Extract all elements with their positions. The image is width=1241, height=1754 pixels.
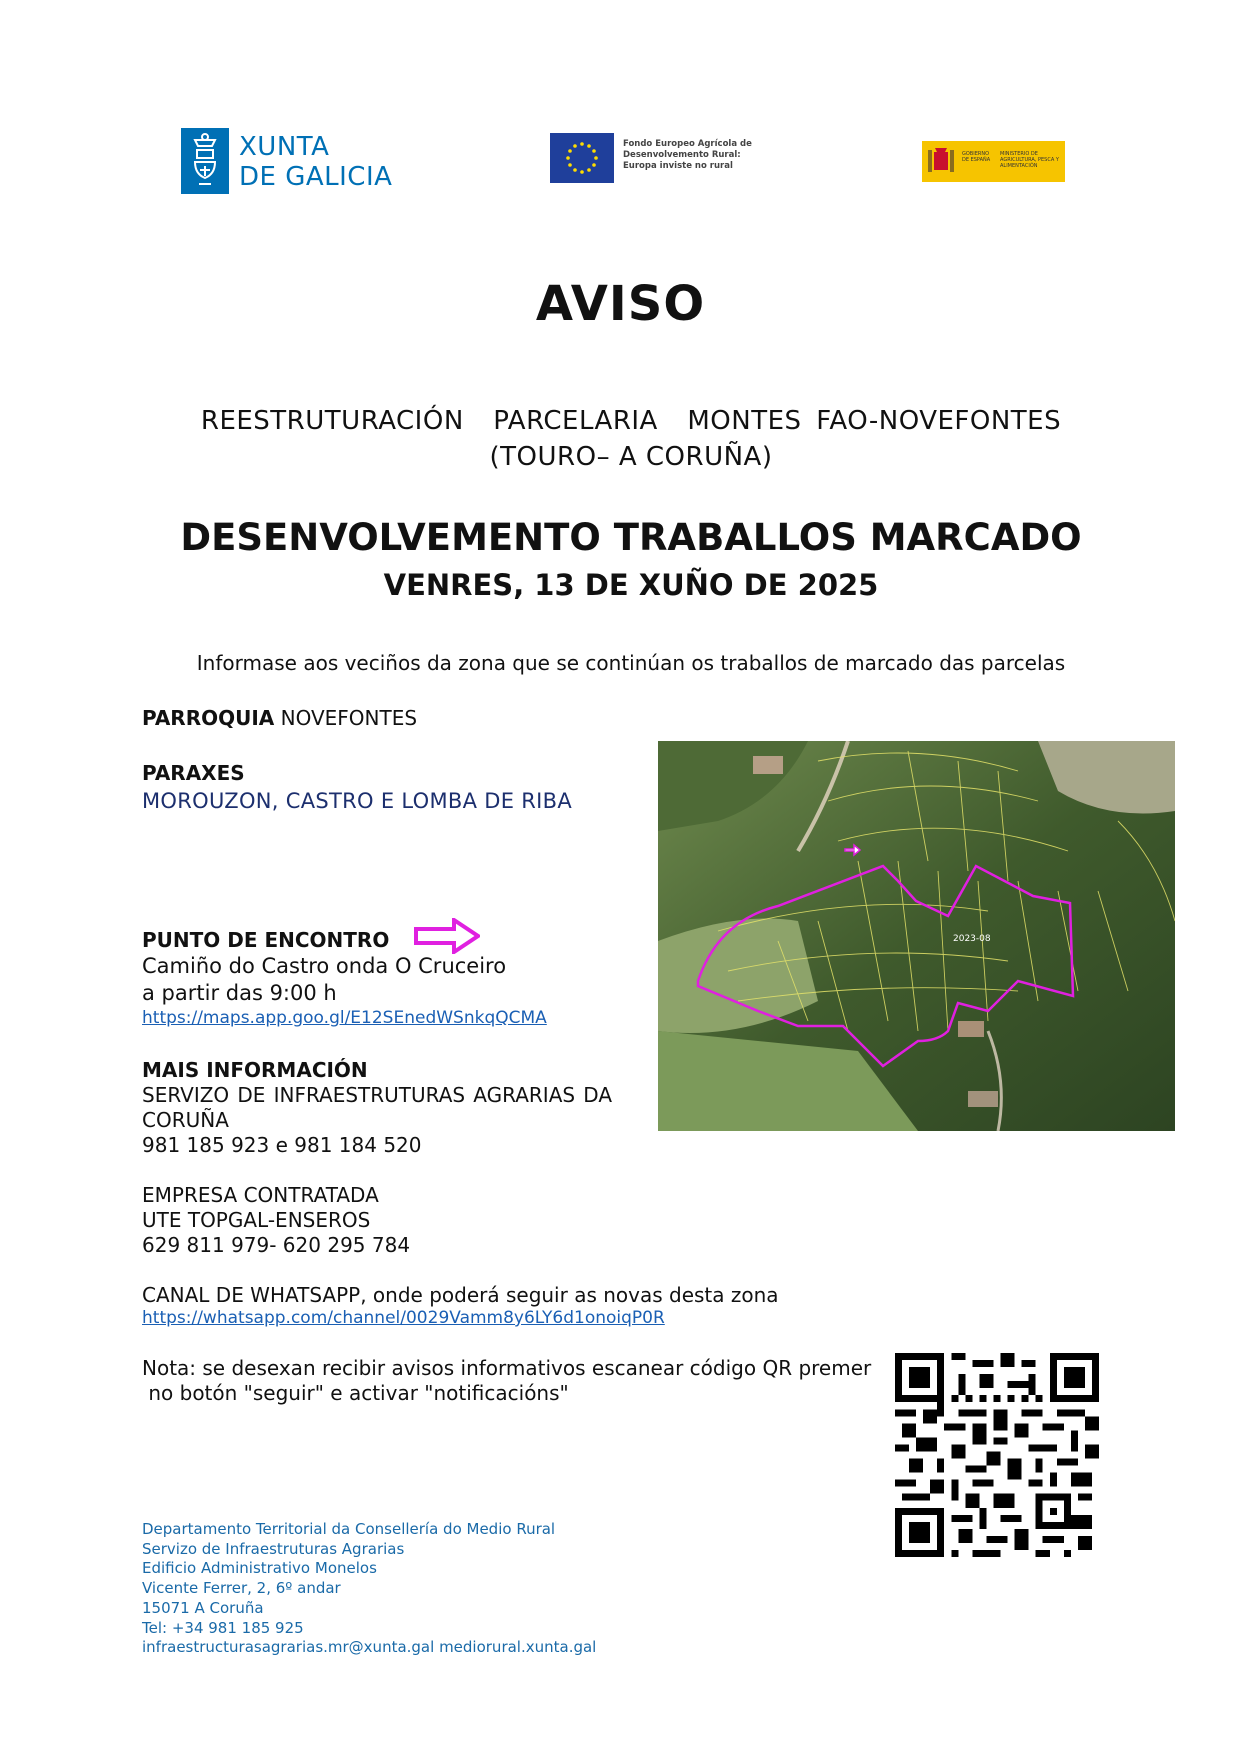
gobierno-espana-logo [922,141,1065,182]
punto-location: Camiño do Castro onda O Cruceiro [142,954,507,978]
subtitle-line2: (TOURO– A CORUÑA) [489,442,773,472]
heading-date: VENRES, 13 DE XUÑO DE 2025 [383,568,879,602]
aerial-map-image [658,741,1175,1131]
footer-line: Departamento Territorial da Consellería do Medio Rural [142,1520,556,1538]
footer-contact [142,1520,596,1658]
mais-label: MAIS INFORMACIÓN [142,1058,368,1082]
punto-label: PUNTO DE ENCONTRO [142,928,390,952]
nota-line1: Nota: se desexan recibir avisos informativos escanear código QR premer [142,1356,872,1380]
empresa-phone: 629 811 979- 620 295 784 [142,1233,411,1257]
arrow-right-icon [414,918,480,954]
maps-link[interactable]: https://maps.app.goo.gl/E12SEnedWSnkqQCMA [142,1008,547,1028]
eu-line1: Fondo Europeo Agrícola de [623,139,752,149]
paraxes-label: PARAXES [142,761,245,785]
footer-line: Vicente Ferrer, 2, 6º andar [142,1579,341,1598]
mais-phone: 981 185 923 e 981 184 520 [142,1133,422,1157]
whatsapp-text: CANAL DE WHATSAPP, onde poderá seguir as novas desta zona [142,1283,779,1307]
parroquia [142,706,417,731]
qr-code-icon[interactable] [895,1349,1099,1561]
paraxes-value: MOROUZON, CASTRO E LOMBA DE RIBA [142,789,572,813]
eu-flag-icon [550,133,614,183]
gobierno-text: GOBIERNO DE ESPAÑA [962,151,991,163]
spain-coat-of-arms-icon [926,146,956,177]
empresa-label: EMPRESA CONTRATADA [142,1183,379,1207]
parroquia-label: PARROQUIA [142,706,275,730]
footer-line: Tel: +34 981 185 925 [142,1618,304,1637]
punto-time: a partir das 9:00 h [142,981,337,1005]
xunta-line1: XUNTA [239,132,330,162]
map-zone-label: 2023-08 [953,934,991,944]
page-title: AVISO [535,276,706,332]
xunta-line2: DE GALICIA [239,162,393,192]
footer-line: Servizo de Infraestruturas Agrarias [142,1539,405,1558]
xunta-logo [181,128,413,194]
eu-line2: Desenvolvemento Rural: [623,150,741,160]
eu-line3: Europa inviste no rural [623,161,733,171]
intro-text: Informase aos veciños da zona que se continúan os traballos de marcado das parcelas [196,651,1066,675]
ministerio-text: MINISTERIO DE AGRICULTURA, PESCA Y ALIMENTACIÓN [1000,151,1059,169]
footer-line: 15071 A Coruña [142,1598,264,1617]
galicia-shield-icon [181,128,229,194]
empresa-name: UTE TOPGAL-ENSEROS [142,1208,371,1232]
footer-line: Edificio Administrativo Monelos [142,1559,377,1578]
footer-email-web[interactable]: infraestructurasagrarias.mr@xunta.gal mediorural.xunta.gal [142,1638,597,1657]
mais-servizo-line1: SERVIZO DE INFRAESTRUTURAS AGRARIAS DA [142,1083,612,1107]
subtitle-line1: REESTRUTURACIÓN PARCELARIA MONTES FAO-NOVEFONTES [200,406,1062,436]
nota-line2: no botón "seguir" e activar "notificacións" [142,1381,569,1405]
whatsapp-link[interactable]: https://whatsapp.com/channel/0029Vamm8y6LY6d1onoiqP0R [142,1308,665,1328]
eu-feader-logo [550,133,760,183]
heading-line1: DESENVOLVEMENTO TRABALLOS MARCADO [180,516,1082,559]
mais-servizo-line2: CORUÑA [142,1108,229,1132]
parroquia-value: NOVEFONTES [280,706,418,730]
